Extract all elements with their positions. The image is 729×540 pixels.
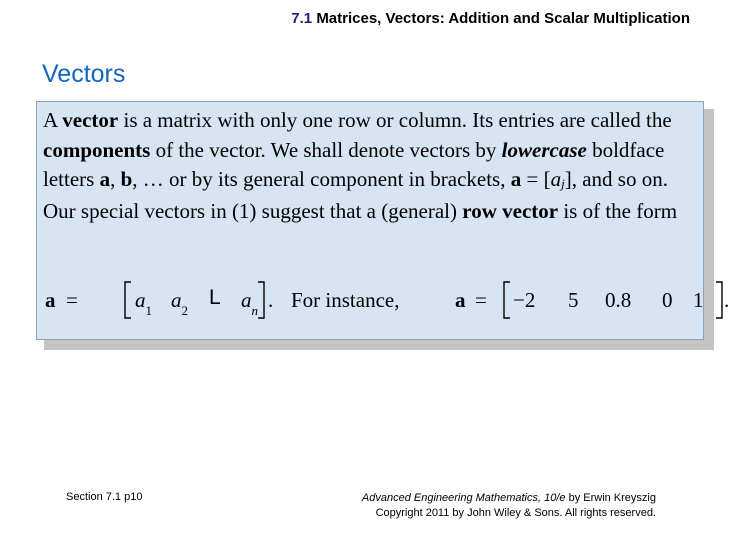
footer-citation [362, 491, 656, 521]
entry-an: $a_n$ [241, 288, 258, 318]
for-instance-text: For instance, [291, 288, 400, 312]
definition-paragraph: A vector is a matrix with only one row or column. Its entries are called the components of the vector. We shall denote vectors by lowercase boldface letters a, b, … or by its general component in brackets, $a = [a_j]$, and so on. Our special vectors in (1) suggest that a (general) row vector is of the form [43, 108, 678, 223]
period-1: . [268, 288, 274, 312]
value-2: 5 [568, 288, 579, 312]
value-4: 0 [662, 288, 673, 312]
copyright-text: Copyright 2011 by John Wiley & Sons. All rights reserved. [375, 507, 656, 519]
vector-a-example: a [455, 288, 466, 312]
entry-a2: $a_2$ [171, 288, 188, 318]
period-2: . [724, 288, 729, 312]
equals-sign: = [66, 288, 78, 312]
term-vector: vector [62, 108, 119, 132]
book-author: by Erwin Kreyszig [565, 492, 656, 504]
bracket-right-2 [716, 282, 722, 318]
equals-sign-2: = [475, 288, 487, 312]
slide-title: Vectors [42, 60, 126, 88]
value-5: 1 [693, 288, 704, 312]
vector-a: a [45, 288, 56, 312]
section-title: Matrices, Vectors: Addition and Scalar Multiplication [316, 10, 690, 27]
bracket-left-1 [125, 282, 131, 318]
term-lowercase: lowercase [501, 137, 587, 162]
term-components: components [43, 137, 151, 162]
content-box [36, 101, 729, 340]
book-title: Advanced Engineering Mathematics, 10/e [361, 492, 566, 504]
row-vector-formula [45, 278, 729, 322]
section-number: 7.1 [291, 10, 313, 27]
entry-a1: $a_1$ [135, 288, 152, 318]
ellipsis-symbol: L [209, 286, 221, 309]
value-3: 0.8 [605, 288, 632, 312]
value-1: −2 [513, 288, 536, 312]
bracket-right-1 [258, 282, 264, 318]
section-header [291, 10, 690, 27]
footer-section-page: Section 7.1 p10 [66, 491, 143, 503]
term-row-vector: row vector [462, 198, 559, 223]
bracket-left-2 [504, 282, 510, 318]
